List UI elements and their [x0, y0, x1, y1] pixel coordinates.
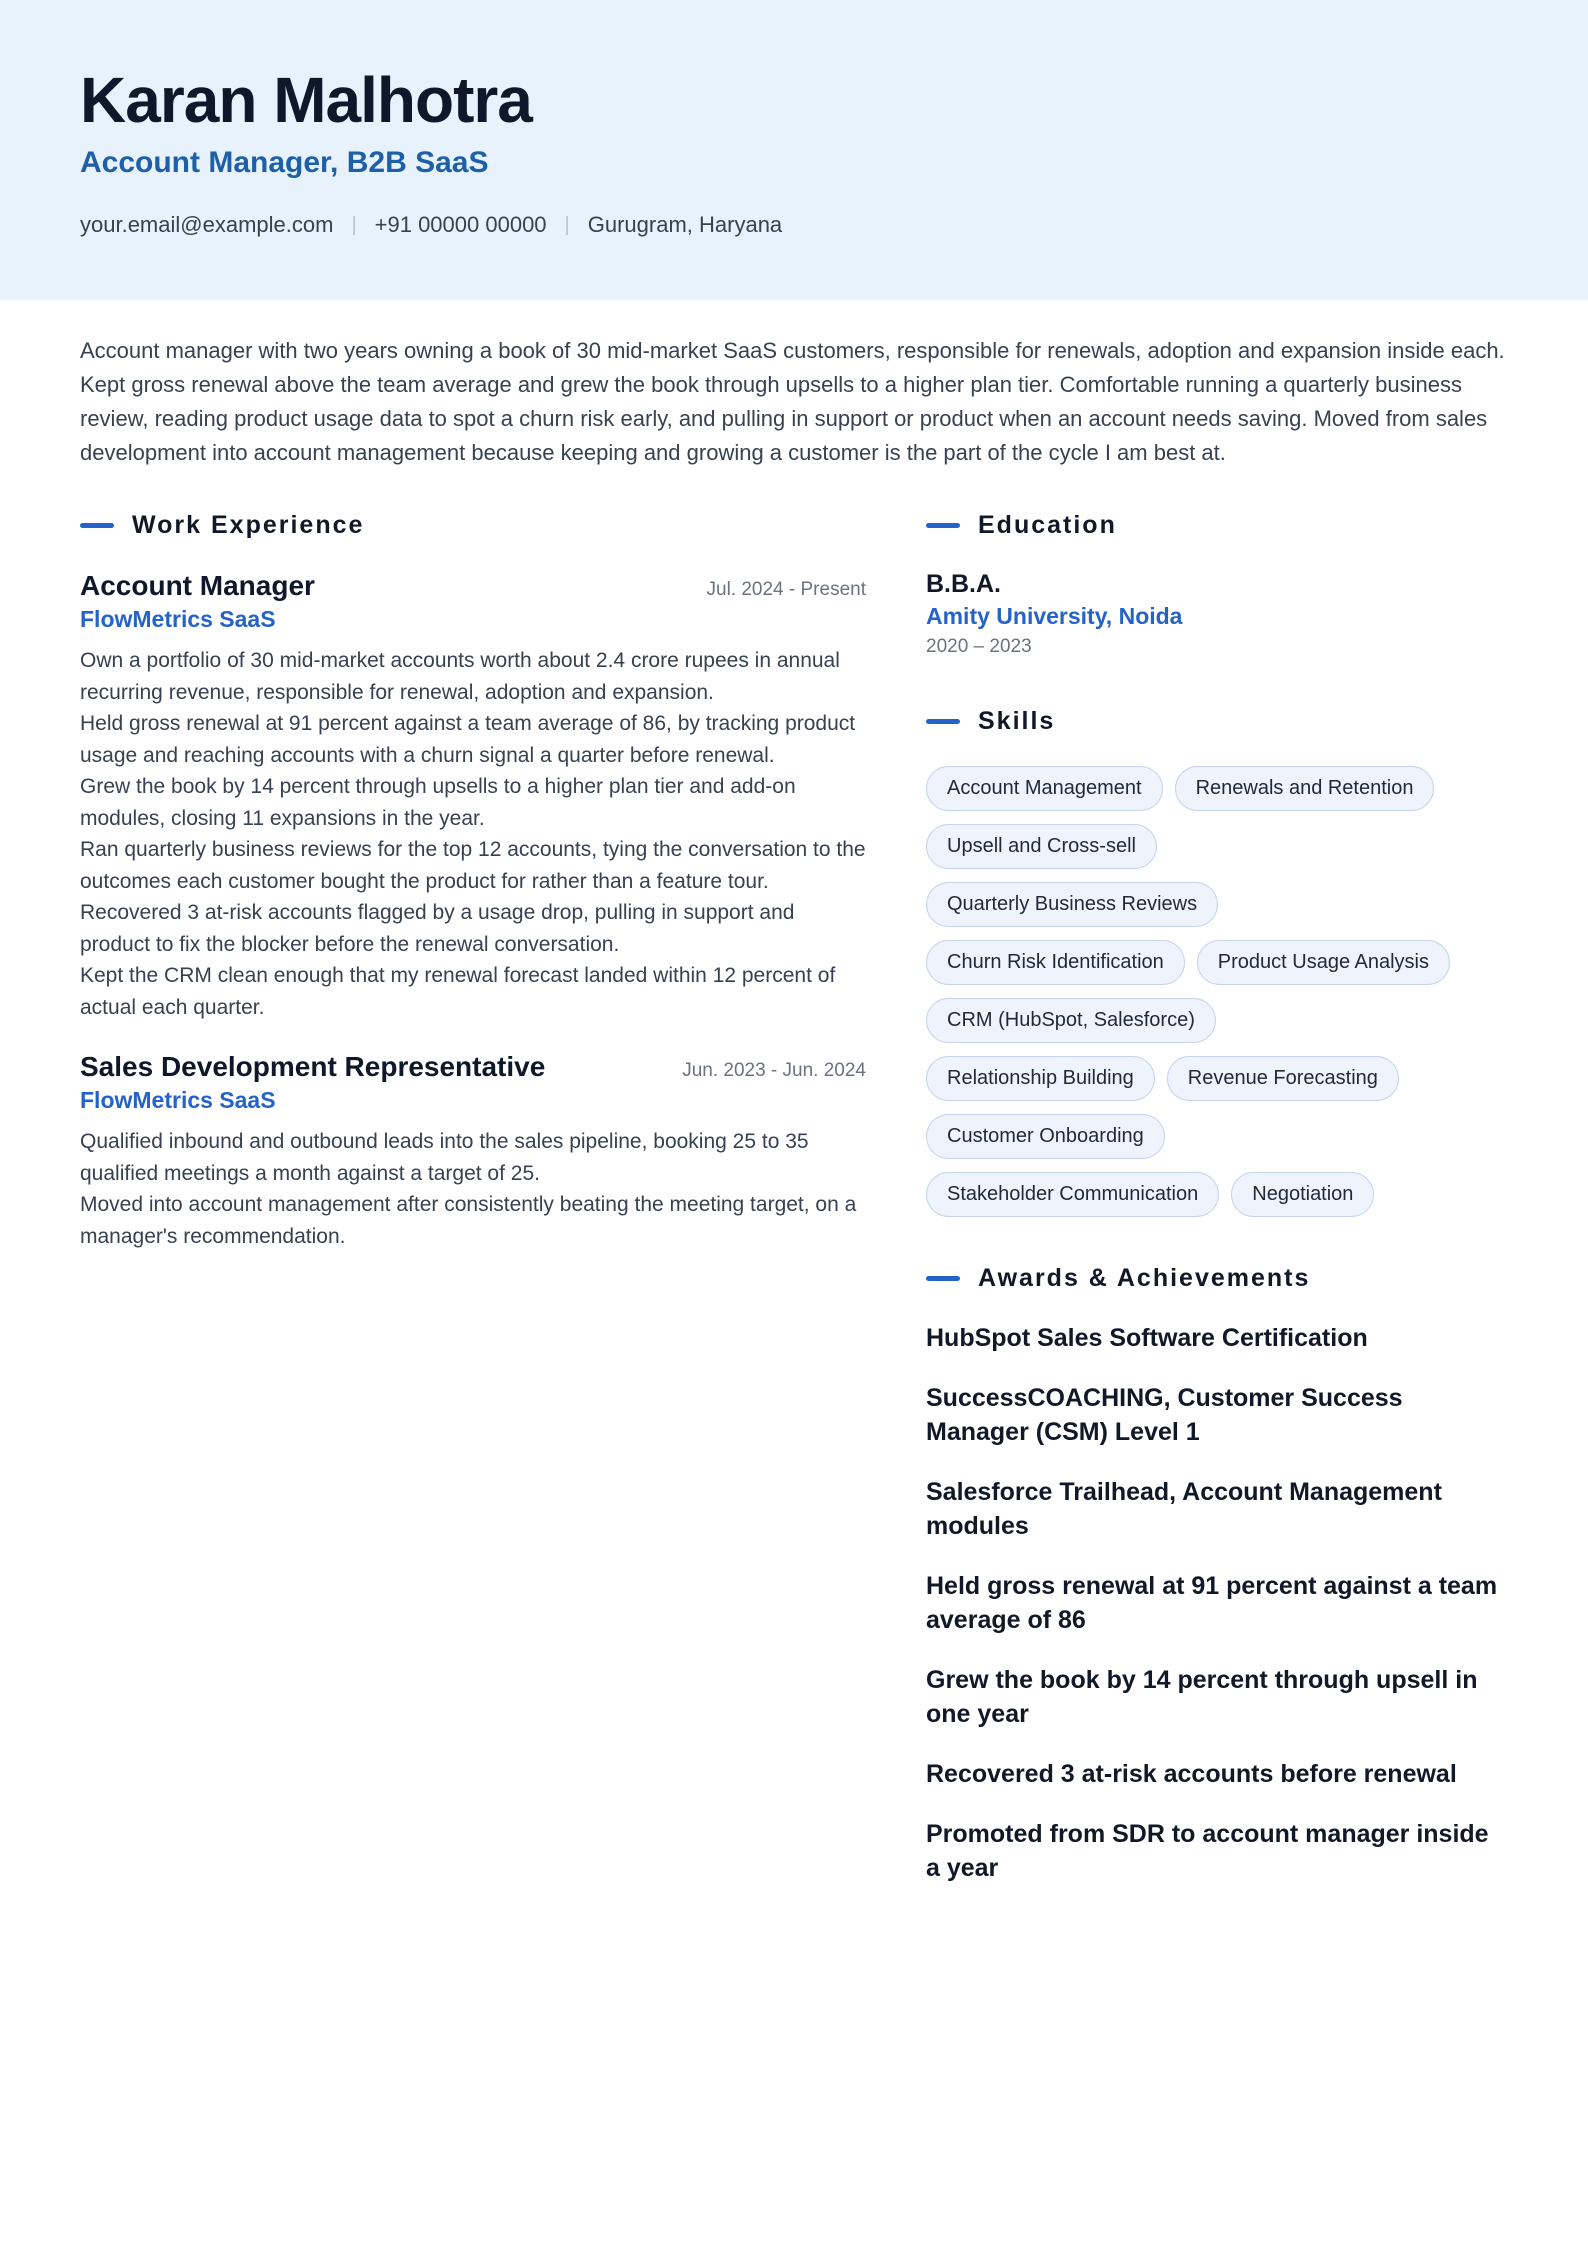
job-role: Sales Development Representative: [80, 1051, 546, 1082]
award-item: Salesforce Trailhead, Account Management modules: [926, 1478, 1442, 1540]
skill-chip: Negotiation: [1231, 1172, 1374, 1217]
summary-paragraph: Account manager with two years owning a book of 30 mid-market SaaS customers, responsible for renewals, adoption and expansion inside each. Kept gross renewal above the team average and grew the book through upsells to a higher plan tier. Comfortable running a quarterly business review, reading product usage data to spot a churn risk early, and pulling in support or product when an account needs saving. Moved from sales development into account management because keeping and growing a customer is the part of the cycle I am best at.: [80, 338, 1505, 465]
award-item: Grew the book by 14 percent through upsell in one year: [926, 1666, 1478, 1728]
job-bullet: Moved into account management after consistently beating the meeting target, on a manager's recommendation.: [80, 1193, 857, 1248]
skill-row: [926, 1114, 1506, 1159]
job-bullet: Grew the book by 14 percent through upsells to a higher plan tier and add-on modules, closing 11 expansions in the year.: [80, 775, 796, 830]
skill-row: [926, 1056, 1506, 1101]
job-dates: Jul. 2024 - Present: [706, 579, 866, 600]
location-text: Gurugram, Haryana: [587, 212, 783, 237]
award-item: Recovered 3 at-risk accounts before renewal: [926, 1760, 1457, 1788]
skill-chip: Product Usage Analysis: [1197, 940, 1450, 985]
skill-chip: Churn Risk Identification: [926, 940, 1185, 985]
skill-chip: Quarterly Business Reviews: [926, 882, 1218, 927]
job-bullet: Held gross renewal at 91 percent against a team average of 86, by tracking product usage and reaching accounts with a churn signal a quarter before renewal.: [80, 712, 856, 767]
section-heading-label: Education: [978, 510, 1117, 539]
heading-accent-bar: [926, 523, 960, 528]
job-bullet: Qualified inbound and outbound leads into the sales pipeline, booking 25 to 35 qualified meetings a month against a target of 25.: [80, 1130, 809, 1185]
left-column: [80, 508, 866, 1911]
company-name: FlowMetrics SaaS: [80, 606, 276, 632]
skill-chip: Relationship Building: [926, 1056, 1155, 1101]
job-bullet: Ran quarterly business reviews for the top 12 accounts, tying the conversation to the outcomes each customer bought the product for rather than a feature tour.: [80, 838, 866, 893]
job-header: [80, 1051, 866, 1083]
award-item: SuccessCOACHING, Customer Success Manager (CSM) Level 1: [926, 1384, 1403, 1446]
two-column-body: [0, 508, 1588, 1911]
awards-list: [926, 1321, 1506, 1885]
skills-list: [926, 766, 1506, 1217]
job-entry: [80, 1051, 866, 1252]
skill-chip: CRM (HubSpot, Salesforce): [926, 998, 1216, 1043]
section-heading-label: Work Experience: [132, 510, 365, 539]
resume-header: [0, 0, 1588, 300]
phone-text[interactable]: +91 00000 00000: [374, 212, 547, 237]
job-bullets: [80, 1126, 866, 1252]
skill-chip: Renewals and Retention: [1175, 766, 1435, 811]
email-text[interactable]: your.email@example.com: [80, 212, 334, 237]
degree: B.B.A.: [926, 570, 1001, 598]
skill-chip: Revenue Forecasting: [1167, 1056, 1399, 1101]
skill-row: [926, 998, 1506, 1043]
education-heading: [926, 508, 1506, 542]
job-bullet: Kept the CRM clean enough that my renewal forecast landed within 12 percent of actual each quarter.: [80, 964, 836, 1019]
skill-row: [926, 766, 1506, 811]
education-years: 2020 – 2023: [926, 636, 1032, 657]
contact-separator: |: [564, 213, 570, 236]
skill-chip: Stakeholder Communication: [926, 1172, 1219, 1217]
contact-line: [80, 212, 1508, 238]
skill-chip: Upsell and Cross-sell: [926, 824, 1157, 869]
skills-heading: [926, 704, 1506, 738]
heading-accent-bar: [80, 523, 114, 528]
awards-heading: [926, 1261, 1506, 1295]
company-name: FlowMetrics SaaS: [80, 1087, 276, 1113]
job-dates: Jun. 2023 - Jun. 2024: [682, 1060, 866, 1081]
work-experience-heading: [80, 508, 866, 542]
education-entry: [926, 568, 1506, 662]
skill-row: [926, 824, 1506, 869]
section-heading-label: Skills: [978, 706, 1056, 735]
right-column: [926, 508, 1506, 1911]
job-bullet: Recovered 3 at-risk accounts flagged by a usage drop, pulling in support and product to fix the blocker before the renewal conversation.: [80, 901, 795, 956]
job-entry: [80, 570, 866, 1023]
candidate-title: Account Manager, B2B SaaS: [80, 146, 489, 179]
job-role: Account Manager: [80, 570, 315, 601]
skill-row: [926, 940, 1506, 985]
award-item: Promoted from SDR to account manager inside a year: [926, 1820, 1489, 1882]
heading-accent-bar: [926, 1276, 960, 1281]
contact-separator: |: [351, 213, 357, 236]
section-heading-label: Awards & Achievements: [978, 1263, 1311, 1292]
job-bullets: [80, 645, 866, 1023]
award-item: HubSpot Sales Software Certification: [926, 1324, 1368, 1352]
job-bullet: Own a portfolio of 30 mid-market accounts worth about 2.4 crore rupees in annual recurring revenue, responsible for renewal, adoption and expansion.: [80, 649, 840, 704]
skill-chip: Customer Onboarding: [926, 1114, 1165, 1159]
heading-accent-bar: [926, 719, 960, 724]
award-item: Held gross renewal at 91 percent against a team average of 86: [926, 1572, 1498, 1634]
school-name: Amity University, Noida: [926, 603, 1183, 629]
candidate-name: Karan Malhotra: [80, 64, 532, 136]
job-header: [80, 570, 866, 602]
skill-row: [926, 882, 1506, 927]
skill-chip: Account Management: [926, 766, 1163, 811]
skill-row: [926, 1172, 1506, 1217]
